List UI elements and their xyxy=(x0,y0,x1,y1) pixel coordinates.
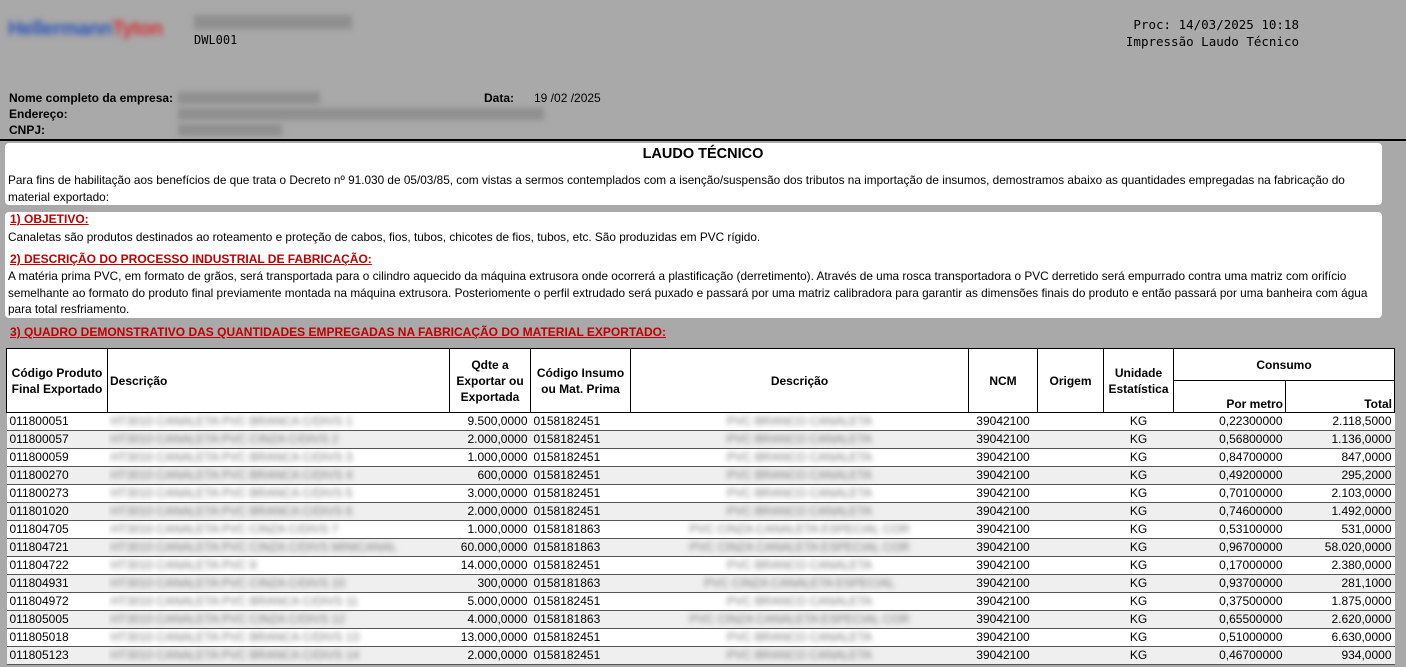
cell-code: 011804705 xyxy=(7,521,108,539)
col-header-consumo: Consumo xyxy=(1174,349,1395,381)
redacted-desc2: PVC BRANCO CANALETA xyxy=(726,468,873,482)
cell-per_m: 0,51000000 xyxy=(1174,629,1286,647)
report-title: Impressão Laudo Técnico xyxy=(1125,34,1299,49)
cell-code: 011805123 xyxy=(7,647,108,665)
cell-ncm: 39042100 xyxy=(969,575,1038,593)
section-quadro-title: 3) QUADRO DEMONSTRATIVO DAS QUANTIDADES EMPREGADAS NA FABRICAÇÃO DO MATERIAL EXPORTADO: xyxy=(10,325,667,339)
cell-input: 0158181863 xyxy=(531,611,631,629)
redacted-desc2: PVC BRANCO CANALETA xyxy=(726,558,873,572)
cell-unit: KG xyxy=(1104,449,1174,467)
cell-per_m: 0,84700000 xyxy=(1174,449,1286,467)
cell-input: 0158182451 xyxy=(531,629,631,647)
redacted-desc: HT3010 CANALETA PVC BRANCA C/DIVS 13 xyxy=(110,630,360,644)
cell-unit: KG xyxy=(1104,485,1174,503)
cell-origem xyxy=(1038,539,1104,557)
cell-per_m: 0,53100000 xyxy=(1174,521,1286,539)
table-row xyxy=(7,557,1395,575)
cell-qty: 300,0000 xyxy=(450,575,531,593)
quantities-table xyxy=(6,348,1395,665)
redacted-desc2: PVC BRANCO CANALETA xyxy=(726,504,873,518)
redacted-desc: HT3010 CANALETA PVC CINZA C/DIVS MINICANAL xyxy=(110,540,398,554)
redacted-cnpj xyxy=(178,124,282,136)
cell-desc xyxy=(108,575,450,593)
redacted-desc2: PVC BRANCO CANALETA xyxy=(726,648,873,662)
col-header-quantity: Qdte a Exportar ou Exportada xyxy=(450,349,531,413)
cell-qty: 14.000,0000 xyxy=(450,557,531,575)
address-label: Endereço: xyxy=(9,107,68,121)
cell-unit: KG xyxy=(1104,575,1174,593)
redacted-desc: HT3010 CANALETA PVC BRANCA C/DIVS 11 xyxy=(110,594,359,608)
cell-desc2 xyxy=(631,557,969,575)
redacted-desc2: PVC CINZA CANALETA ESPECIAL COR xyxy=(689,540,910,554)
section-objetivo-title: 1) OBJETIVO: xyxy=(10,212,89,226)
cell-desc2 xyxy=(631,413,969,431)
cell-total: 1.136,0000 xyxy=(1286,431,1395,449)
cell-per_m: 0,74600000 xyxy=(1174,503,1286,521)
cell-desc xyxy=(108,557,450,575)
cell-desc xyxy=(108,503,450,521)
cell-qty: 13.000,0000 xyxy=(450,629,531,647)
redacted-desc2: PVC CINZA CANALETA ESPECIAL COR xyxy=(689,522,910,536)
cell-input: 0158182451 xyxy=(531,503,631,521)
cell-per_m: 0,93700000 xyxy=(1174,575,1286,593)
cell-desc xyxy=(108,467,450,485)
redacted-desc: HT3010 CANALETA PVC BRANCA C/DIVS 5 xyxy=(110,486,353,500)
redacted-desc2: PVC BRANCO CANALETA xyxy=(726,594,873,608)
table-row xyxy=(7,647,1395,665)
table-row xyxy=(7,467,1395,485)
cell-ncm: 39042100 xyxy=(969,539,1038,557)
cell-ncm: 39042100 xyxy=(969,521,1038,539)
redacted-desc: HT3010 CANALETA PVC BRANCA C/DIVS 3 xyxy=(110,450,353,464)
cell-origem xyxy=(1038,557,1104,575)
col-header-unit: Unidade Estatística xyxy=(1104,349,1174,413)
cell-input: 0158181863 xyxy=(531,521,631,539)
redacted-desc: HT3010 CANALETA PVC BRANCA C/DIVS 4 xyxy=(110,468,353,482)
header-divider xyxy=(0,139,1406,141)
redacted-company-name xyxy=(178,92,320,104)
cell-qty: 60.000,0000 xyxy=(450,539,531,557)
cell-total: 281,1000 xyxy=(1286,575,1395,593)
cell-unit: KG xyxy=(1104,521,1174,539)
cell-desc2 xyxy=(631,575,969,593)
cell-per_m: 0,70100000 xyxy=(1174,485,1286,503)
system-code: DWL001 xyxy=(194,33,238,47)
table-row xyxy=(7,575,1395,593)
cell-qty: 1.000,0000 xyxy=(450,449,531,467)
cell-desc2 xyxy=(631,629,969,647)
cell-total: 295,2000 xyxy=(1286,467,1395,485)
section-processo-title: 2) DESCRIÇÃO DO PROCESSO INDUSTRIAL DE FABRICAÇÃO: xyxy=(10,252,372,266)
cell-ncm: 39042100 xyxy=(969,413,1038,431)
cell-desc xyxy=(108,521,450,539)
table-row xyxy=(7,593,1395,611)
redacted-desc2: PVC BRANCO CANALETA xyxy=(726,486,873,500)
redacted-desc2: PVC BRANCO CANALETA xyxy=(726,450,873,464)
cell-ncm: 39042100 xyxy=(969,593,1038,611)
cell-code: 011801020 xyxy=(7,503,108,521)
table-row xyxy=(7,539,1395,557)
cell-qty: 5.000,0000 xyxy=(450,593,531,611)
redacted-desc: HT3010 CANALETA PVC CINZA C/DIVS 2 xyxy=(110,432,339,446)
cell-input: 0158181863 xyxy=(531,575,631,593)
date-label: Data: xyxy=(484,91,515,105)
table-row xyxy=(7,611,1395,629)
cell-unit: KG xyxy=(1104,557,1174,575)
cell-input: 0158182451 xyxy=(531,647,631,665)
cell-qty: 3.000,0000 xyxy=(450,485,531,503)
cell-qty: 2.000,0000 xyxy=(450,431,531,449)
cell-code: 011805018 xyxy=(7,629,108,647)
cell-unit: KG xyxy=(1104,413,1174,431)
col-header-total: Total xyxy=(1286,381,1395,413)
cell-desc2 xyxy=(631,449,969,467)
redacted-desc2: PVC BRANCO CANALETA xyxy=(726,414,873,428)
cell-input: 0158182451 xyxy=(531,485,631,503)
cell-unit: KG xyxy=(1104,593,1174,611)
table-row xyxy=(7,503,1395,521)
cell-desc2 xyxy=(631,593,969,611)
cell-qty: 9.500,0000 xyxy=(450,413,531,431)
col-header-per-meter: Por metro xyxy=(1174,381,1286,413)
cell-origem xyxy=(1038,521,1104,539)
redacted-desc: HT3010 CANALETA PVC 9 xyxy=(110,558,257,572)
intro-text: Para fins de habilitação aos benefícios de que trata o Decreto nº 91.030 de 05/03/85, com vistas a sermos contemplados com a isenção/suspensão dos tributos na importação de insumos, demostramos abaixo as quantidades empregadas na fabricação do material exportado: xyxy=(8,173,1345,204)
cell-input: 0158182451 xyxy=(531,557,631,575)
cell-total: 2.380,0000 xyxy=(1286,557,1395,575)
cell-unit: KG xyxy=(1104,611,1174,629)
cell-unit: KG xyxy=(1104,629,1174,647)
cell-unit: KG xyxy=(1104,647,1174,665)
report-header xyxy=(1126,16,1299,50)
cell-code: 011800273 xyxy=(7,485,108,503)
cell-code: 011800057 xyxy=(7,431,108,449)
cell-origem xyxy=(1038,449,1104,467)
cell-qty: 2.000,0000 xyxy=(450,647,531,665)
cell-ncm: 39042100 xyxy=(969,503,1038,521)
cell-ncm: 39042100 xyxy=(969,431,1038,449)
cell-per_m: 0,37500000 xyxy=(1174,593,1286,611)
redacted-desc2: PVC BRANCO CANALETA xyxy=(726,432,873,446)
cell-ncm: 39042100 xyxy=(969,611,1038,629)
cell-desc xyxy=(108,647,450,665)
cell-desc xyxy=(108,611,450,629)
cell-unit: KG xyxy=(1104,503,1174,521)
cell-desc2 xyxy=(631,431,969,449)
cell-desc xyxy=(108,629,450,647)
cell-origem xyxy=(1038,503,1104,521)
cell-unit: KG xyxy=(1104,467,1174,485)
laudo-title: LAUDO TÉCNICO xyxy=(642,146,764,162)
table-row xyxy=(7,449,1395,467)
cell-per_m: 0,17000000 xyxy=(1174,557,1286,575)
cell-input: 0158182451 xyxy=(531,593,631,611)
cell-total: 2.620,0000 xyxy=(1286,611,1395,629)
cell-code: 011804721 xyxy=(7,539,108,557)
cell-total: 2.103,0000 xyxy=(1286,485,1395,503)
cell-total: 531,0000 xyxy=(1286,521,1395,539)
cell-desc2 xyxy=(631,521,969,539)
cell-ncm: 39042100 xyxy=(969,467,1038,485)
cell-input: 0158182451 xyxy=(531,467,631,485)
cell-code: 011804722 xyxy=(7,557,108,575)
cell-desc xyxy=(108,485,450,503)
cell-input: 0158182451 xyxy=(531,431,631,449)
col-header-ncm: NCM xyxy=(969,349,1038,413)
table-row xyxy=(7,629,1395,647)
cell-ncm: 39042100 xyxy=(969,557,1038,575)
cell-desc xyxy=(108,593,450,611)
proc-timestamp: Proc: 14/03/2025 10:18 xyxy=(1133,17,1299,32)
cell-unit: KG xyxy=(1104,539,1174,557)
cell-origem xyxy=(1038,431,1104,449)
cell-desc xyxy=(108,539,450,557)
redacted-desc: HT3010 CANALETA PVC BRANCA C/DIVS 14 xyxy=(110,648,360,662)
table-row xyxy=(7,485,1395,503)
col-header-origem: Origem xyxy=(1038,349,1104,413)
redacted-desc: HT3010 CANALETA PVC CINZA C/DIVS 10 xyxy=(110,576,346,590)
cell-origem xyxy=(1038,629,1104,647)
cell-qty: 2.000,0000 xyxy=(450,503,531,521)
col-header-code-final: Código Produto Final Exportado xyxy=(7,349,108,413)
redacted-desc2: PVC BRANCO CANALETA xyxy=(726,630,873,644)
company-name-label: Nome completo da empresa: xyxy=(9,91,174,105)
cell-code: 011800270 xyxy=(7,467,108,485)
cell-origem xyxy=(1038,575,1104,593)
cell-desc xyxy=(108,413,450,431)
redacted-system-name xyxy=(194,15,352,29)
cell-qty: 600,0000 xyxy=(450,467,531,485)
cell-code: 011804972 xyxy=(7,593,108,611)
col-header-code-input: Código Insumo ou Mat. Prima xyxy=(531,349,631,413)
cell-code: 011800051 xyxy=(7,413,108,431)
table-row xyxy=(7,521,1395,539)
cell-input: 0158182451 xyxy=(531,449,631,467)
cell-total: 1.492,0000 xyxy=(1286,503,1395,521)
cell-ncm: 39042100 xyxy=(969,647,1038,665)
cell-desc xyxy=(108,449,450,467)
cell-origem xyxy=(1038,485,1104,503)
cell-origem xyxy=(1038,593,1104,611)
redacted-desc: HT3010 CANALETA PVC CINZA C/DIVS 7 xyxy=(110,522,339,536)
cell-per_m: 0,49200000 xyxy=(1174,467,1286,485)
cell-desc2 xyxy=(631,611,969,629)
cell-per_m: 0,65500000 xyxy=(1174,611,1286,629)
section-objetivo-text: Canaletas são produtos destinados ao roteamento e proteção de cabos, fios, tubos, chicotes de fios, tubos, etc. São produzidas em PVC rígido. xyxy=(8,230,761,244)
cell-per_m: 0,96700000 xyxy=(1174,539,1286,557)
cnpj-label: CNPJ: xyxy=(9,123,46,137)
cell-total: 1.875,0000 xyxy=(1286,593,1395,611)
cell-per_m: 0,56800000 xyxy=(1174,431,1286,449)
section-processo-text: A matéria prima PVC, em formato de grãos, será transportada para o cilindro aquecido da máquina extrusora onde ocorrerá a plastificação (derretimento). Através de uma rosca transportadora o PVC derretido será empurrado contra uma matriz com orifício semelhante ao formato do produto final previamente montada na máquina extrusora. Posteriomente o perfil extrudado será puxado e passará por uma matriz calibradora para garantir as dimensões finais do produto e então passará por uma banheira com água para total resfriamento. xyxy=(8,269,1368,316)
cell-total: 934,0000 xyxy=(1286,647,1395,665)
cell-desc2 xyxy=(631,485,969,503)
cell-input: 0158182451 xyxy=(531,413,631,431)
cell-input: 0158181863 xyxy=(531,539,631,557)
cell-desc2 xyxy=(631,467,969,485)
cell-per_m: 0,22300000 xyxy=(1174,413,1286,431)
redacted-desc: HT3010 CANALETA PVC CINZA C/DIVS 12 xyxy=(110,612,346,626)
cell-ncm: 39042100 xyxy=(969,629,1038,647)
cell-unit: KG xyxy=(1104,431,1174,449)
cell-total: 847,0000 xyxy=(1286,449,1395,467)
cell-total: 2.118,5000 xyxy=(1286,413,1395,431)
cell-ncm: 39042100 xyxy=(969,449,1038,467)
cell-total: 6.630,0000 xyxy=(1286,629,1395,647)
redacted-desc: HT3010 CANALETA PVC BRANCA C/DIVS 6 xyxy=(110,504,353,518)
cell-desc xyxy=(108,431,450,449)
cell-code: 011805005 xyxy=(7,611,108,629)
redacted-desc2: PVC CINZA CANALETA ESPECIAL xyxy=(704,576,895,590)
redacted-desc2: PVC CINZA CANALETA ESPECIAL COR xyxy=(689,612,910,626)
cell-qty: 1.000,0000 xyxy=(450,521,531,539)
col-header-description: Descrição xyxy=(108,349,450,413)
col-header-description-input: Descrição xyxy=(631,349,969,413)
cell-origem xyxy=(1038,647,1104,665)
cell-ncm: 39042100 xyxy=(969,485,1038,503)
cell-origem xyxy=(1038,413,1104,431)
cell-per_m: 0,46700000 xyxy=(1174,647,1286,665)
cell-qty: 4.000,0000 xyxy=(450,611,531,629)
redacted-desc: HT3010 CANALETA PVC BRANCA C/DIVS 1 xyxy=(110,414,353,428)
table-row xyxy=(7,413,1395,431)
cell-code: 011800059 xyxy=(7,449,108,467)
company-logo: HellermannTyton xyxy=(8,18,163,40)
cell-total: 58.020,0000 xyxy=(1286,539,1395,557)
cell-desc2 xyxy=(631,647,969,665)
cell-code: 011804931 xyxy=(7,575,108,593)
table-row xyxy=(7,431,1395,449)
date-value: 19 /02 /2025 xyxy=(534,91,601,105)
cell-origem xyxy=(1038,467,1104,485)
cell-desc2 xyxy=(631,503,969,521)
cell-desc2 xyxy=(631,539,969,557)
redacted-address xyxy=(178,108,544,120)
cell-origem xyxy=(1038,611,1104,629)
